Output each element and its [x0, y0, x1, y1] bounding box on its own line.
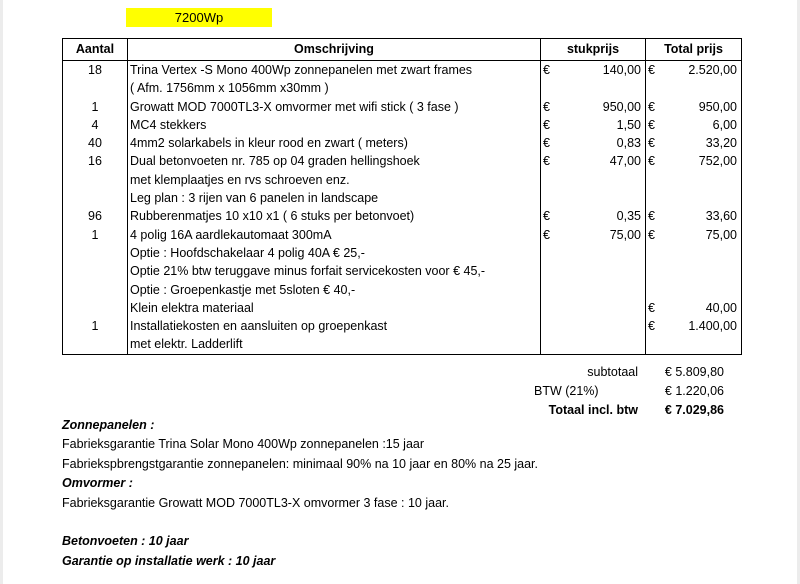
- total-price-cell: [646, 281, 742, 299]
- vat-row: [530, 382, 728, 401]
- total-price-value: 75,00: [705, 227, 737, 242]
- col-header-qty: Aantal: [63, 39, 128, 61]
- total-price-cell: [646, 189, 742, 207]
- unit-price-cell: [541, 262, 646, 280]
- euro-symbol: €: [543, 99, 550, 114]
- table-row: [63, 317, 742, 335]
- inverter-heading: Omvormer :: [62, 476, 133, 491]
- subtotal-value: € 5.809,80: [664, 365, 724, 379]
- feet-warranty: Betonvoeten : 10 jaar: [62, 534, 189, 549]
- euro-symbol: €: [543, 227, 550, 242]
- total-price-cell: [646, 244, 742, 262]
- highlight-label: 7200Wp: [126, 8, 272, 27]
- subtotal-row: [530, 363, 728, 382]
- col-header-desc: Omschrijving: [128, 39, 541, 61]
- row-description: Growatt MOD 7000TL3-X omvormer met wifi stick ( 3 fase ): [128, 98, 541, 116]
- table-row: [63, 61, 742, 80]
- row-qty: 16: [63, 152, 128, 170]
- row-qty: [63, 189, 128, 207]
- panels-output-warranty: Fabriekspbrengstgarantie zonnepanelen: minimaal 90% na 10 jaar en 80% na 25 jaar.: [62, 456, 539, 471]
- total-price-cell: [646, 207, 742, 225]
- warranty-notes: [62, 416, 538, 571]
- euro-symbol: €: [543, 136, 550, 151]
- total-price-cell: [646, 134, 742, 152]
- euro-symbol: €: [648, 319, 655, 334]
- total-price-cell: [646, 79, 742, 97]
- unit-price-cell: [541, 226, 646, 244]
- euro-symbol: €: [648, 63, 655, 77]
- vat-label: BTW (21%): [534, 384, 599, 398]
- row-description: MC4 stekkers: [128, 116, 541, 134]
- total-price-value: 950,00: [698, 99, 737, 114]
- col-header-total: Total prijs: [646, 39, 742, 61]
- euro-symbol: €: [648, 209, 655, 224]
- unit-price-cell: [541, 317, 646, 335]
- unit-price-cell: [541, 171, 646, 189]
- table-row: [63, 207, 742, 225]
- row-qty: 40: [63, 134, 128, 152]
- unit-price-value: 1,50: [616, 117, 641, 132]
- row-description: Trina Vertex -S Mono 400Wp zonnepanelen met zwart frames: [128, 61, 541, 80]
- page-edge-left: [0, 0, 3, 584]
- row-qty: 18: [63, 61, 128, 80]
- table-row: [63, 262, 742, 280]
- table-row: [63, 281, 742, 299]
- panels-warranty: Fabrieksgarantie Trina Solar Mono 400Wp zonnepanelen :15 jaar: [62, 437, 425, 452]
- total-price-cell: [646, 226, 742, 244]
- total-price-value: 33,60: [705, 209, 737, 224]
- row-qty: 1: [63, 98, 128, 116]
- unit-price-cell: [541, 152, 646, 170]
- grand-total-label: Totaal incl. btw: [548, 403, 638, 417]
- total-price-cell: [646, 335, 742, 354]
- row-description: met elektr. Ladderlift: [128, 335, 541, 354]
- table-row: [63, 226, 742, 244]
- unit-price-cell: [541, 281, 646, 299]
- table-row: [63, 134, 742, 152]
- unit-price-cell: [541, 244, 646, 262]
- total-price-cell: [646, 317, 742, 335]
- table-row: [63, 189, 742, 207]
- row-qty: [63, 299, 128, 317]
- row-qty: 96: [63, 207, 128, 225]
- unit-price-value: 140,00: [602, 63, 641, 77]
- unit-price-cell: [541, 189, 646, 207]
- row-qty: [63, 244, 128, 262]
- row-description: 4mm2 solarkabels in kleur rood en zwart ( meters): [128, 134, 541, 152]
- row-qty: [63, 281, 128, 299]
- row-description: ( Afm. 1756mm x 1056mm x30mm ): [128, 79, 541, 97]
- row-qty: [63, 79, 128, 97]
- totals-block: [530, 363, 728, 420]
- quote-table: [62, 38, 742, 355]
- row-qty: 4: [63, 116, 128, 134]
- table-row: [63, 335, 742, 354]
- row-description: Leg plan : 3 rijen van 6 panelen in landscape: [128, 189, 541, 207]
- unit-price-cell: [541, 335, 646, 354]
- grand-total-value: € 7.029,86: [664, 403, 724, 417]
- table-row: [63, 171, 742, 189]
- row-qty: [63, 262, 128, 280]
- euro-symbol: €: [648, 136, 655, 151]
- row-description: 4 polig 16A aardlekautomaat 300mA: [128, 226, 541, 244]
- euro-symbol: €: [648, 99, 655, 114]
- table-row: [63, 98, 742, 116]
- table-body: [63, 61, 742, 355]
- total-price-cell: [646, 98, 742, 116]
- row-description: Optie : Groepenkastje met 5sloten € 40,-: [128, 281, 541, 299]
- row-description: Installatiekosten en aansluiten op groepenkast: [128, 317, 541, 335]
- unit-price-cell: [541, 98, 646, 116]
- row-description: Optie 21% btw teruggave minus forfait servicekosten voor € 45,-: [128, 262, 541, 280]
- total-price-value: 40,00: [705, 300, 737, 315]
- install-warranty: Garantie op installatie werk : 10 jaar: [62, 553, 276, 568]
- row-qty: 1: [63, 226, 128, 244]
- table-row: [63, 244, 742, 262]
- row-qty: [63, 335, 128, 354]
- table-header-row: [63, 39, 742, 61]
- vat-value: € 1.220,06: [664, 384, 724, 398]
- unit-price-value: 47,00: [609, 154, 641, 169]
- total-price-cell: [646, 61, 742, 80]
- unit-price-cell: [541, 61, 646, 80]
- total-price-value: 1.400,00: [688, 319, 737, 334]
- unit-price-cell: [541, 299, 646, 317]
- table-row: [63, 152, 742, 170]
- unit-price-cell: [541, 116, 646, 134]
- table-row: [63, 116, 742, 134]
- total-price-cell: [646, 152, 742, 170]
- total-price-cell: [646, 299, 742, 317]
- spacer: [62, 513, 538, 532]
- row-description: Dual betonvoeten nr. 785 op 04 graden hellingshoek: [128, 152, 541, 170]
- row-description: met klemplaatjes en rvs schroeven enz.: [128, 171, 541, 189]
- row-description: Optie : Hoofdschakelaar 4 polig 40A € 25,-: [128, 244, 541, 262]
- total-price-value: 2.520,00: [688, 63, 737, 77]
- inverter-warranty: Fabrieksgarantie Growatt MOD 7000TL3-X omvormer 3 fase : 10 jaar.: [62, 495, 449, 510]
- euro-symbol: €: [648, 117, 655, 132]
- total-price-value: 33,20: [705, 136, 737, 151]
- euro-symbol: €: [648, 300, 655, 315]
- total-price-value: 6,00: [712, 117, 737, 132]
- table-row: [63, 79, 742, 97]
- euro-symbol: €: [648, 154, 655, 169]
- euro-symbol: €: [543, 209, 550, 224]
- grand-total-row: [530, 401, 728, 420]
- row-description: Rubberenmatjes 10 x10 x1 ( 6 stuks per betonvoet): [128, 207, 541, 225]
- euro-symbol: €: [648, 227, 655, 242]
- unit-price-value: 0,35: [616, 209, 641, 224]
- unit-price-value: 75,00: [609, 227, 641, 242]
- unit-price-value: 950,00: [602, 99, 641, 114]
- unit-price-cell: [541, 134, 646, 152]
- row-qty: [63, 171, 128, 189]
- row-qty: 1: [63, 317, 128, 335]
- total-price-cell: [646, 116, 742, 134]
- total-price-cell: [646, 262, 742, 280]
- col-header-unit: stukprijs: [541, 39, 646, 61]
- table-row: [63, 299, 742, 317]
- total-price-cell: [646, 171, 742, 189]
- euro-symbol: €: [543, 117, 550, 132]
- row-description: Klein elektra materiaal: [128, 299, 541, 317]
- subtotal-label: subtotaal: [587, 365, 638, 379]
- total-price-value: 752,00: [698, 154, 737, 169]
- unit-price-cell: [541, 79, 646, 97]
- euro-symbol: €: [543, 154, 550, 169]
- panels-heading: Zonnepanelen :: [62, 418, 155, 432]
- unit-price-cell: [541, 207, 646, 225]
- euro-symbol: €: [543, 63, 550, 77]
- unit-price-value: 0,83: [616, 136, 641, 151]
